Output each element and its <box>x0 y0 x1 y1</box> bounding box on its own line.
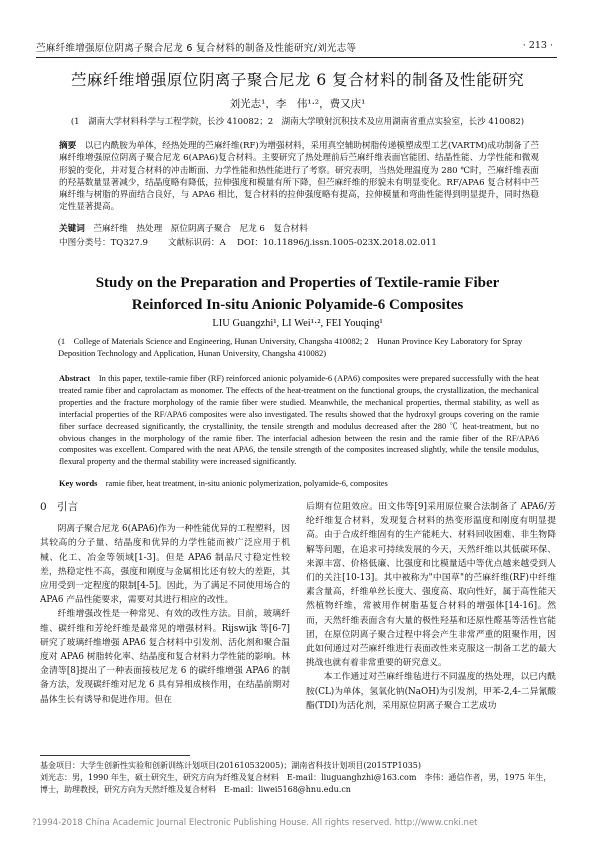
keywords-text: 苎麻纤维 热处理 原位阴离子聚合 尼龙 6 复合材料 <box>93 224 308 234</box>
english-title: Study on the Preparation and Properties of Textile-ramie Fiber Reinforced In-situ Anionic Polyamide-6 Composites <box>95 275 500 313</box>
clc-number: TQ327.9 <box>110 238 148 248</box>
paragraph: 后期有位阻效应。田文伟等[9]采用原位聚合法制备了 APA6/芳纶纤维复合材料，发现复合材料的热变形温度和刚度有明显提高。由于合成纤维固有的生产能耗大、材料回收困难、非生物降解等问题，在追求可持续发展的今天，天然纤维以其低碳环保、来源丰富、价格低廉、比强度和比模量适中等优点越来越受到人们的关注[10-13]。其中被称为"中国草"的苎麻纤维(RF)中纤维素含量高，纤维单丝长度大、强度高、取向性好，属于高性能天然植物纤维，常被用作树脂基复合材料的增强体[14-16]。然而，天然纤维表面含有大量的极性羟基和还原性醛基等活性官能团，在原位阴离子聚合过程中将会产生非常严重的阻聚作用，因此如何通过对苎麻纤维进行表面改性来克服这一制备工艺的最大挑战也就有着非常重要的研究意义。 <box>306 502 556 669</box>
page-number: · 213 · <box>522 40 553 51</box>
chinese-authors: 刘光志¹，李 伟¹·²，费又庆¹ <box>229 98 366 110</box>
english-abstract: Abstract In this paper, textile-ramie fiber (RF) reinforced anionic polyamide-6 (APA6) composites were prepared successfully with the heat treated ramie fiber and caprolactam as monomer. The effects of the heat-treatment on the functional groups, the crystallization, the mechanical properties and the fracture morphology of the ramie fiber were studied. Meanwhile, the mechanical properties, thermal stability, as well as interfacial properties of the RF/APA6 composites were also investigated. The results showed that the hydroxyl groups covering on the ramie fiber surface decreased significantly, the crystallinity, the tensile strength and modulus decreased after the 280 ℃ heat-treatment, but no obvious changes in the morphology of the ramie fiber. The interfacial adhesion between the resin and the ramie fiber of the RF/APA6 composites was excellent. Compared with the neat APA6, the tensile strength of the composites increased slightly, while the tensile modulus, flexural property and the thermal stability were increased significantly. <box>59 374 539 467</box>
english-keywords: Key words ramie fiber, heat treatment, in-situ anionic polymerization, polyamide-6, composites <box>59 479 388 488</box>
header-rule <box>36 57 557 58</box>
abstract-text: 以已内酰胺为单体，经热处理的苎麻纤维(RF)为增强材料，采用真空辅助树脂传递模塑成型工艺(VARTM)成功制备了苎麻纤维增强原位阴离子聚合尼龙 6(APA6)复合材料。主要研究了热处理前后苎麻纤维表面官能团、结晶性能、力学性能和微观形貌的变化，并对复合材料的冲击断面、力学性能和热性能进行了考察。研究表明，当热处理温度为 280 ℃时，苎麻纤维表面的羟基数量显著减少，结晶度略有降低，拉伸强度和模量有所下降，但苎麻纤维的形貌未有明显变化。RF/APA6 复合材料中苎麻纤维与树脂的界面结合良好，与 APA6 相比，复合材料的拉伸强度略有提高，拉伸模量和弯曲性能得到明显提升，同时热稳定性显著提高。 <box>59 141 539 213</box>
doc-code: A <box>219 238 226 248</box>
footnote-rule <box>40 755 190 756</box>
doi: 10.11896/j.issn.1005-023X.2018.02.011 <box>262 238 437 248</box>
footnote: 基金项目：大学生创新性实验和创新训练计划项目(201610532005)；湖南省科技计划项目(2015TP1035) 刘光志：男，1990 年生，硕士研究生，研究方向为纤维及复合材料 E-mail：liuguanghzhi@163.com 李伟：通信作者，男，1975 年生，博士，助理教授，研究方向为天然纤维及复合材料 E-mail：liwei5168@hnu.edu.cn <box>40 761 552 794</box>
keywords-label: 关键词 <box>59 224 85 234</box>
paragraph: 纤维增强改性是一种常见、有效的改性方法。目前，玻璃纤维、碳纤维和芳纶纤维是最常见的增强材料。Rijswijk 等[6-7]研究了玻璃纤维增强 APA6 复合材料中引发剂、活化剂和聚合温度对 APA6 树脂转化率、结晶度和复合材料力学性能的影响。林金清等[8]提出了一种表面接枝尼龙 6 的碳纤维增强 APA6 的制备方法，发现碳纤维对尼龙 6 具有异相成核作用，在结晶前期对晶体生长有诱导和促进作用。但在 <box>40 609 290 705</box>
english-authors: LIU Guangzhi¹, LI Wei¹·², FEI Youqing¹ <box>212 318 383 329</box>
english-affiliation: (1 College of Materials Science and Engineering, Hunan University, Changsha 410082; 2 Hunan Province Key Laboratory for Spray Deposition Technology and Application, Hunan University, Changsha 410082) <box>58 336 523 358</box>
paragraph: 本工作通过对苎麻纤维毡进行不同温度的热处理，以已内酰胺(CL)为单体，氢氧化钠(NaOH)为引发剂，甲苯-2,4-二异氰酸酯(TDI)为活化剂，采用原位阴离子聚合工艺成功 <box>306 672 556 711</box>
chinese-abstract <box>59 140 539 214</box>
chinese-affiliation: (1 湖南大学材料科学与工程学院，长沙 410082；2 湖南大学喷射沉积技术及应用湖南省重点实验室，长沙 410082) <box>70 117 525 127</box>
chinese-keywords <box>59 222 539 234</box>
running-header: 苎麻纤维增强原位阴离子聚合尼龙 6 复合材料的制备及性能研究/刘光志等 <box>36 43 357 54</box>
copyright-notice: ?1994-2018 China Academic Journal Electronic Publishing House. All rights reserved. http://www.cnki.net <box>32 818 478 828</box>
classification-line: 中图分类号：TQ327.9 文献标识码：A DOI：10.11896/j.issn.1005-023X.2018.02.011 <box>59 238 437 248</box>
left-column <box>40 500 290 707</box>
right-column <box>306 500 556 713</box>
section-heading: 0 引言 <box>40 501 79 513</box>
abstract-label: 摘要 <box>59 141 77 151</box>
chinese-title: 苎麻纤维增强原位阴离子聚合尼龙 6 复合材料的制备及性能研究 <box>70 71 525 89</box>
paragraph: 阴离子聚合尼龙 6(APA6)作为一种性能优异的工程塑料，因其较高的分子量、结晶度和优异的力学性能而被广泛应用于机械、化工、冶金等领域[1-3]。但是 APA6 制品尺寸稳定性较差，热稳定性不高，强度和刚度与金属相比还有较大的差距，其应用受到一定程度的限制[4-5]。因此，为了满足不同使用场合的 APA6 产品性能要求，需要对其进行相应的改性。 <box>40 524 290 606</box>
